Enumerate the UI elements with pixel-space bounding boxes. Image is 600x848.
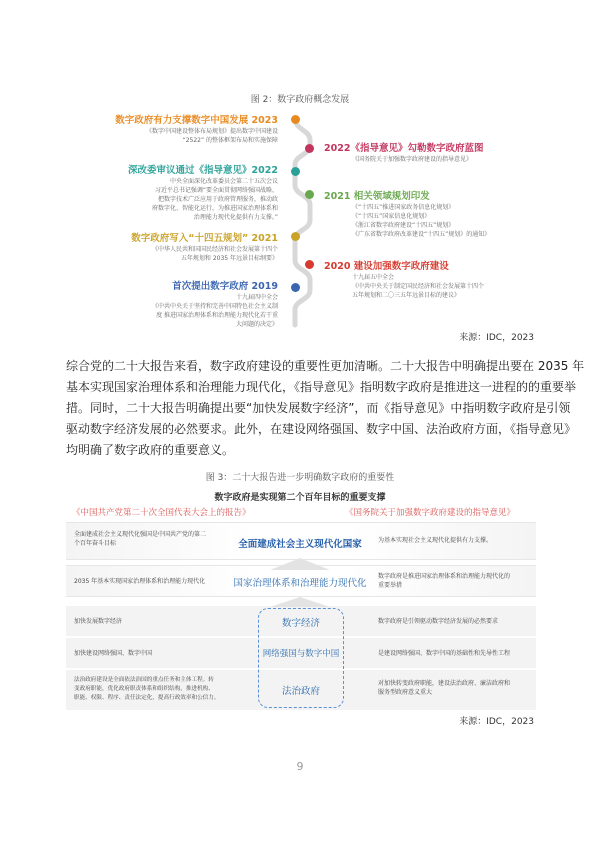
figure3-row5-center: 法治政府	[281, 686, 320, 697]
figure3-left-heading: 《中国共产党第二十次全国代表大会上的报告》	[72, 508, 251, 518]
arrow-up-icon	[270, 558, 330, 570]
figure3-row4-center: 网络强国与数字中国	[262, 649, 340, 659]
figure3-row2-center: 国家治理体系和治理能力现代化	[233, 578, 367, 589]
event-title-2021-plans: 2021 相关领域规划印发	[324, 191, 430, 202]
event-title-2022-guidance: 2022《指导意见》勾勒数字政府蓝图	[324, 143, 484, 154]
figure3-row1-right: 为基本实现社会主义现代化提供有力支撑。	[378, 537, 493, 544]
timeline-node-2020	[305, 260, 314, 269]
timeline-node-2022-guidance	[305, 144, 314, 153]
figure3-subtitle: 数字政府是实现第二个百年目标的重要支撑	[214, 493, 386, 503]
event-desc-2021-plans: 《“十四五”推进国家政务信息化规划》 《“十四五”国家信息化规划》 《浙江省数字政府建设“十四五”规划》 《广东省数字政府改革建设“十四五”规划》的通知》	[352, 204, 491, 238]
figure2-source: 来源：IDC，2023	[459, 333, 534, 343]
figure3-row2-right: 数字政府是推进国家治理体系和治理能力现代化的 重要举措	[378, 573, 511, 589]
event-desc-2020: 十九届五中全会 《中共中央关于制定国民经济和社会发展第十四个 五年规划和二〇三五年远景目标的建议》	[352, 274, 485, 299]
figure3-row3-center: 数字经济	[281, 618, 320, 629]
event-title-2022-review: 深改委审议通过《指导意见》2022	[128, 165, 278, 176]
figure3-row4-left: 加快建设网络强国、数字中国	[74, 650, 153, 657]
figure3-row4-right: 是建设网络强国、数字中国的基础性和先导性工程	[378, 650, 511, 657]
timeline-node-2022-review	[291, 167, 300, 176]
event-desc-2023: 《数字中国建设整体布局规划》提出数字中国建设 “2522” 的整体框架布局和实施保障	[145, 128, 278, 144]
event-desc-2022-guidance: 《国务院关于加强数字政府建设的指导意见》	[352, 156, 473, 163]
figure2-title: 图 2：数字政府概念发展	[250, 95, 350, 105]
event-desc-2022-review: 中央全面深化改革委员会第二十五次会议 习近平总书记强调“要全面贯彻网络强国战略， 把数字技术广泛应用于政府管理服务，推动政 府数字化、智能化运行，为推进国家治理体系和 治理能力现代化提供有力支撑。”	[151, 178, 278, 221]
event-title-2021-fyp: 数字政府写入“十四五规划” 2021	[131, 233, 278, 244]
timeline-node-2021-plans	[305, 190, 314, 199]
figure3-row5-right: 对加快转变政府职能，建设法治政府、廉洁政府和 服务型政府意义重大	[378, 680, 511, 696]
event-desc-2019: 十九届四中全会 《中共中央关于坚持和完善中国特色社会主义制 度 推进国家治理体系和治理能力现代化若干重 大问题的决定》	[151, 294, 278, 328]
figure3-row3-left: 加快发展数字经济	[74, 618, 123, 625]
figure3-row5-left: 法治政府建设是全面依法治国的重点任务和主体工程。转 变政府职能，优化政府职责体系和组织结构，推进机构、 职能、权限、程序、责任法定化，提高行政效率和公信力。	[74, 677, 220, 701]
body-paragraph: 综合党的二十大报告来看，数字政府建设的重要性更加清晰。二十大报告中明确提出要在 2035 年 基本实现国家治理体系和治理能力现代化，《指导意见》指明数字政府是推进这一进程的的重要举 措。同时，二十大报告明确提出要“加快发展数字经济”，而《指导意见》中指明数字政府是引领 驱动数字经济发展的必然要求。此外，在建设网络强国、数字中国、法治政府方面，《指导意见》 均明确了数字政府的重要意义。	[66, 359, 585, 457]
figure3-row2-left: 2035 年基本实现国家治理体系和治理能力现代化	[74, 578, 206, 585]
timeline-node-2019	[291, 283, 300, 292]
arrow-up-icon	[270, 597, 330, 607]
figure3-title: 图 3：二十大报告进一步明确数字政府的重要性	[205, 473, 395, 483]
event-title-2019: 首次提出数字政府 2019	[172, 281, 278, 292]
figure3-row3-right: 数字政府是引领驱动数字经济发展的必然要求	[378, 618, 499, 625]
figure3-right-heading: 《国务院关于加强数字政府建设的指导意见》	[345, 508, 516, 518]
event-title-2020: 2020 建设加强数字政府建设	[324, 261, 449, 272]
figure3-row1-center: 全面建成社会主义现代化国家	[238, 539, 362, 550]
figure3-row1-left: 全面建成社会主义现代化强国是中国共产党的第二 个百年奋斗目标	[74, 531, 207, 547]
event-desc-2021-fyp: 《中华人民共和国国民经济和社会发展第十四个 五年规划和 2035 年远景目标纲要》	[151, 246, 278, 262]
timeline-node-2021-fyp	[291, 232, 300, 241]
figure3-source: 来源：IDC，2023	[459, 717, 534, 727]
timeline-node-2023	[291, 115, 300, 124]
event-title-2023: 数字政府有力支撑数字中国发展 2023	[115, 115, 278, 126]
page-number: 9	[296, 760, 304, 773]
